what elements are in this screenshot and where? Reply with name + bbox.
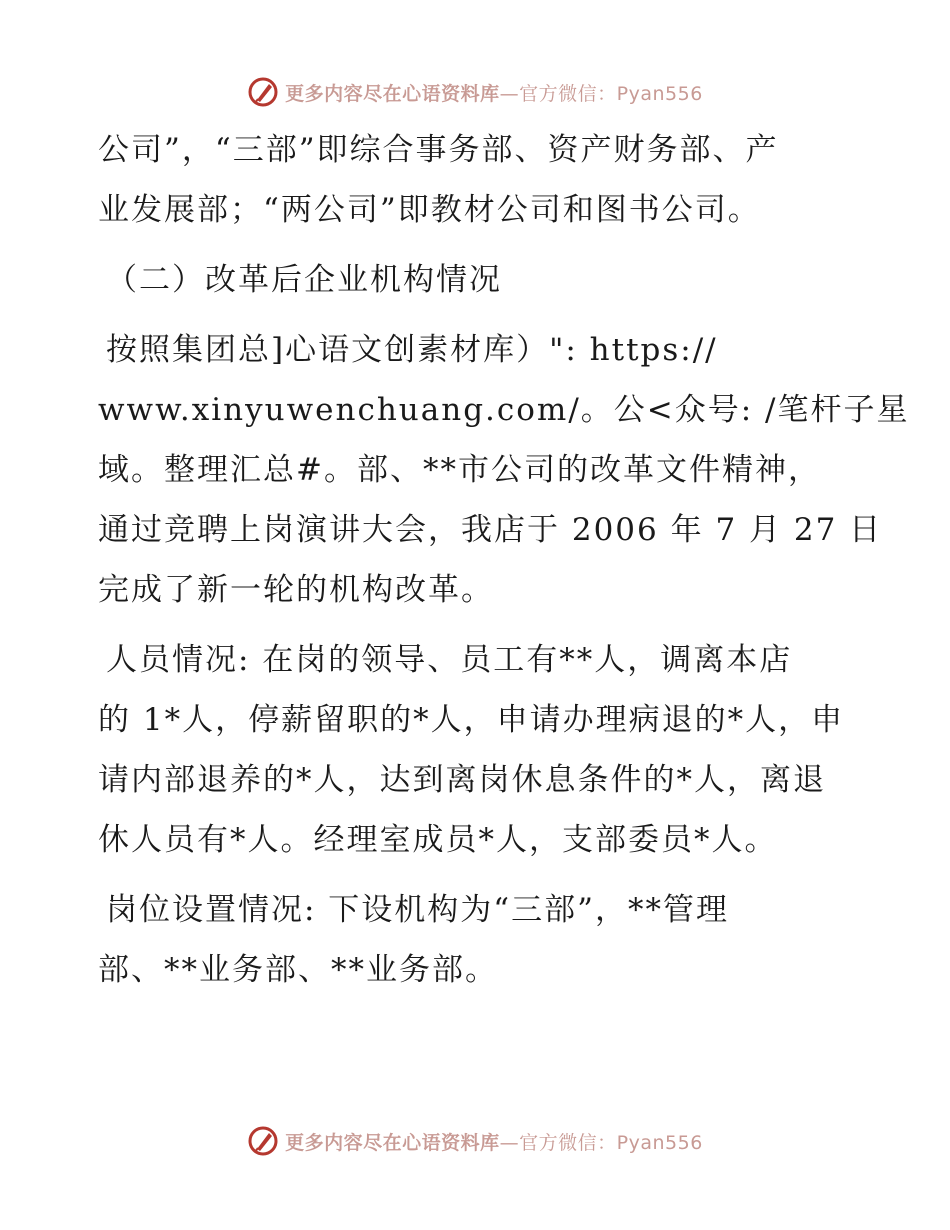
footer-banner <box>0 1121 950 1161</box>
quill-pen-logo-icon <box>247 76 279 108</box>
text-line: 部、**业务部、**业务部。 <box>98 952 498 988</box>
banner-separator: — <box>499 1131 520 1154</box>
footer-banner-text <box>285 1128 703 1155</box>
text-line: 岗位设置情况: 下设机构为“三部”，**管理 <box>106 892 729 928</box>
text-line: 完成了新一轮的机构改革。 <box>98 572 494 608</box>
header-banner <box>0 72 950 112</box>
text-line: www.xinyuwenchuang.com/。公<众号: /笔杆子星 <box>98 392 910 428</box>
text-line: 的 1*人，停薪留职的*人，申请办理病退的*人，申 <box>98 702 845 738</box>
text-line: 休人员有*人。经理室成员*人，支部委员*人。 <box>98 822 778 858</box>
banner-wechat: 官方微信：Pyan556 <box>519 1131 703 1154</box>
quill-pen-logo-icon <box>247 1125 279 1157</box>
text-line: 通过竞聘上岗演讲大会，我店于 2006 年 7 月 27 日 <box>98 512 883 548</box>
banner-separator: — <box>499 82 520 105</box>
header-banner-text <box>285 79 703 106</box>
banner-title: 更多内容尽在心语资料库 <box>285 82 500 105</box>
document-body <box>98 120 910 1000</box>
heading-text: （二）改革后企业机构情况 <box>106 262 502 298</box>
section-heading <box>98 250 858 310</box>
text-line: 请内部退养的*人，达到离岗休息条件的*人，离退 <box>98 762 826 798</box>
text-line: 业发展部；“两公司”即教材公司和图书公司。 <box>98 192 761 228</box>
text-line: 按照集团总]心语文创素材库）": https:// <box>106 332 718 368</box>
paragraph-departments <box>98 120 858 240</box>
text-line: 公司”，“三部”即综合事务部、资产财务部、产 <box>98 132 779 168</box>
banner-title: 更多内容尽在心语资料库 <box>285 1131 500 1154</box>
paragraph-personnel <box>98 630 858 870</box>
paragraph-reform <box>98 320 910 620</box>
banner-wechat: 官方微信：Pyan556 <box>519 82 703 105</box>
text-line: 人员情况: 在岗的领导、员工有**人，调离本店 <box>106 642 793 678</box>
text-line: 域。整理汇总#。部、**市公司的改革文件精神， <box>98 452 821 488</box>
paragraph-positions <box>98 880 858 1000</box>
